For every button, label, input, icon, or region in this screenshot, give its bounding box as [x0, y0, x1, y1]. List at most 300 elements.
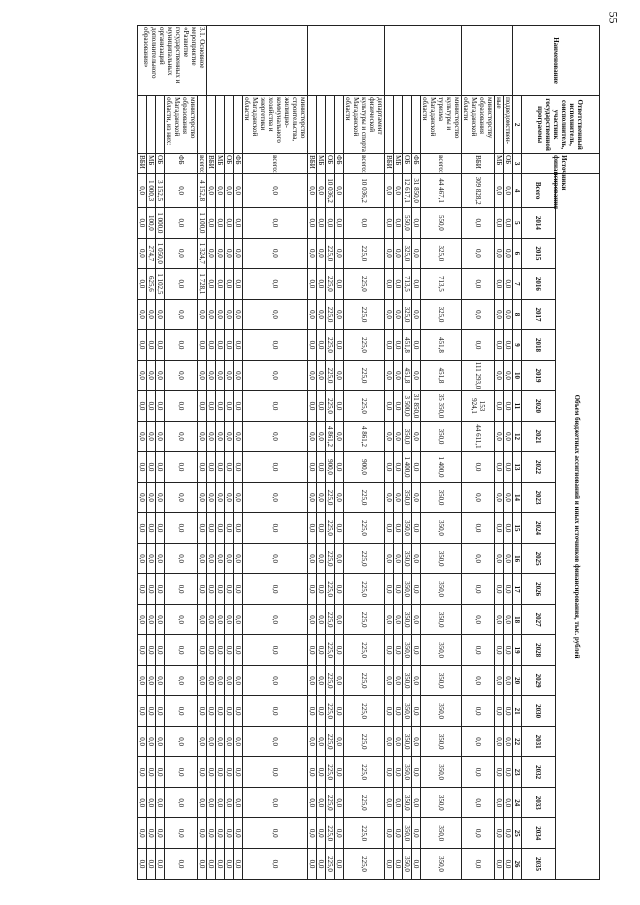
header-year: 2035 — [522, 848, 556, 879]
table-row — [326, 26, 335, 880]
funding-value: 0,0 — [216, 391, 225, 422]
header-funding-title: Объем бюджетных ассигнований и иных источников финансирования, тыс. рублей — [556, 174, 600, 880]
header-year: 2026 — [522, 574, 556, 605]
header-source: Источники финансирования — [522, 154, 600, 174]
funding-value: 0,0 — [504, 665, 513, 696]
funding-value: 900,0 — [344, 452, 385, 483]
funding-value: 4 861,2 — [326, 421, 335, 452]
page-number: 55 — [606, 11, 621, 24]
header-year: 2029 — [522, 665, 556, 696]
funding-value: 0,0 — [234, 330, 243, 361]
funding-value: 0,0 — [394, 726, 403, 757]
funding-value: 0,0 — [243, 513, 308, 544]
funding-value: 350,0 — [421, 635, 462, 666]
funding-value: 0,0 — [225, 299, 234, 330]
funding-value: 0,0 — [225, 174, 234, 208]
funding-value: 0,0 — [198, 665, 207, 696]
funding-value: 0,0 — [495, 787, 504, 818]
funding-value: 0,0 — [462, 604, 495, 635]
funding-value: 0,0 — [207, 238, 216, 269]
header-year: 2017 — [522, 299, 556, 330]
funding-value: 0,0 — [243, 635, 308, 666]
funding-value: 0,0 — [385, 360, 394, 391]
funding-value: 0,0 — [216, 818, 225, 849]
funding-value: 0,0 — [243, 818, 308, 849]
funding-value: 225,0 — [326, 757, 335, 788]
funding-value: 0,0 — [165, 635, 198, 666]
funding-value: 0,0 — [308, 391, 317, 422]
funding-value: 0,0 — [495, 452, 504, 483]
header-year: 2024 — [522, 513, 556, 544]
column-number: 25 — [513, 818, 522, 849]
funding-value: 0,0 — [385, 604, 394, 635]
funding-value: 0,0 — [394, 665, 403, 696]
funding-value: 0,0 — [394, 848, 403, 879]
funding-value: 0,0 — [165, 421, 198, 452]
funding-value: 111 293,0 — [462, 360, 495, 391]
column-number: 17 — [513, 574, 522, 605]
funding-value: 0,0 — [198, 848, 207, 879]
column-number: 20 — [513, 665, 522, 696]
funding-source: всего: — [344, 154, 385, 174]
column-number: 18 — [513, 604, 522, 635]
funding-value: 0,0 — [234, 665, 243, 696]
funding-value: 10 036,2 — [326, 174, 335, 208]
funding-value: 0,0 — [462, 787, 495, 818]
funding-value: 0,0 — [216, 482, 225, 513]
column-number: 9 — [513, 330, 522, 361]
funding-value: 0,0 — [495, 665, 504, 696]
funding-value: 0,0 — [234, 818, 243, 849]
funding-value: 0,0 — [335, 452, 344, 483]
funding-value: 0,0 — [335, 513, 344, 544]
funding-value: 350,0 — [403, 696, 412, 727]
funding-value: 0,0 — [156, 299, 165, 330]
funding-value: 0,0 — [243, 757, 308, 788]
funding-value: 350,0 — [403, 421, 412, 452]
funding-value: 0,0 — [335, 787, 344, 818]
funding-value: 0,0 — [308, 208, 317, 239]
funding-value: 0,0 — [198, 696, 207, 727]
header-responsible: Ответственный исполнитель, соисполнитель, участник государственной программы — [522, 96, 600, 154]
funding-value: 0,0 — [504, 757, 513, 788]
funding-value: 0,0 — [165, 452, 198, 483]
funding-value: 0,0 — [198, 330, 207, 361]
responsible-executor — [326, 96, 335, 154]
funding-value: 0,0 — [156, 482, 165, 513]
funding-value: 0,0 — [243, 574, 308, 605]
funding-value: 0,0 — [385, 757, 394, 788]
funding-value: 0,0 — [394, 330, 403, 361]
funding-value: 0,0 — [225, 360, 234, 391]
responsible-executor — [138, 96, 147, 154]
funding-value: 0,0 — [198, 787, 207, 818]
table-row — [165, 26, 198, 880]
funding-value: 0,0 — [225, 696, 234, 727]
funding-value: 0,0 — [243, 787, 308, 818]
funding-value: 0,0 — [308, 665, 317, 696]
funding-value: 225,0 — [344, 238, 385, 269]
responsible-executor — [147, 96, 156, 154]
funding-value: 0,0 — [317, 174, 326, 208]
funding-value: 0,0 — [225, 208, 234, 239]
funding-value: 0,0 — [198, 482, 207, 513]
funding-value: 0,0 — [165, 269, 198, 300]
funding-value: 325,0 — [421, 299, 462, 330]
funding-value: 0,0 — [147, 330, 156, 361]
funding-value: 225,0 — [344, 299, 385, 330]
funding-value: 0,0 — [504, 604, 513, 635]
funding-value: 0,0 — [234, 452, 243, 483]
funding-value: 0,0 — [243, 543, 308, 574]
funding-value: 0,0 — [234, 635, 243, 666]
activity-name — [462, 26, 513, 96]
funding-value: 225,0 — [326, 238, 335, 269]
funding-value: 0,0 — [495, 238, 504, 269]
funding-value: 0,0 — [243, 238, 308, 269]
funding-value: 0,0 — [495, 604, 504, 635]
responsible-executor: министерству образования Магаданской области — [462, 96, 495, 154]
column-number-row — [513, 26, 522, 880]
funding-value: 0,0 — [308, 452, 317, 483]
funding-value: 350,0 — [403, 482, 412, 513]
responsible-executor — [394, 96, 403, 154]
funding-value: 0,0 — [317, 299, 326, 330]
funding-value: 0,0 — [225, 848, 234, 879]
funding-value: 0,0 — [308, 604, 317, 635]
column-number: 16 — [513, 543, 522, 574]
funding-source: всего: — [243, 154, 308, 174]
funding-value: 0,0 — [317, 391, 326, 422]
funding-source: ВБИ — [207, 154, 216, 174]
funding-value: 0,0 — [243, 330, 308, 361]
funding-value: 0,0 — [234, 726, 243, 757]
funding-value: 0,0 — [216, 604, 225, 635]
funding-value: 0,0 — [308, 513, 317, 544]
funding-value: 0,0 — [138, 238, 147, 269]
funding-value: 0,0 — [147, 299, 156, 330]
header-year: 2015 — [522, 238, 556, 269]
funding-value: 0,0 — [317, 421, 326, 452]
funding-value: 0,0 — [147, 848, 156, 879]
funding-value: 0,0 — [495, 696, 504, 727]
header-year: 2028 — [522, 635, 556, 666]
funding-value: 0,0 — [216, 726, 225, 757]
funding-value: 0,0 — [138, 726, 147, 757]
responsible-executor: департамент физической культуры и спорта Магаданской области — [344, 97, 384, 152]
header-year: 2030 — [522, 696, 556, 727]
funding-value: 0,0 — [207, 360, 216, 391]
funding-value: 274,7 — [147, 238, 156, 269]
funding-value: 625,6 — [147, 269, 156, 300]
funding-value: 0,0 — [495, 543, 504, 574]
funding-value: 0,0 — [207, 452, 216, 483]
funding-value: 0,0 — [504, 238, 513, 269]
funding-source: ОБ — [156, 154, 165, 174]
funding-value: 350,0 — [403, 574, 412, 605]
funding-value: 0,0 — [198, 452, 207, 483]
funding-value: 225,0 — [344, 665, 385, 696]
funding-value: 0,0 — [216, 360, 225, 391]
funding-value: 0,0 — [225, 635, 234, 666]
funding-value: 0,0 — [243, 391, 308, 422]
table-row — [216, 26, 225, 880]
funding-value: 0,0 — [165, 208, 198, 239]
activity-name: 3.1. Основное мероприятие «Развитие государственных и муниципальных организаций дополнительного образования» — [138, 26, 207, 96]
funding-value: 225,0 — [326, 299, 335, 330]
funding-value: 0,0 — [165, 818, 198, 849]
funding-value: 0,0 — [147, 757, 156, 788]
funding-value: 0,0 — [138, 574, 147, 605]
funding-value: 1 000,3 — [147, 174, 156, 208]
funding-value: 0,0 — [147, 665, 156, 696]
rotated-table-container — [25, 25, 600, 880]
funding-value: 44 611,1 — [462, 421, 495, 452]
funding-source: ВБИ — [138, 154, 147, 174]
funding-value: 0,0 — [412, 818, 421, 849]
funding-value: 0,0 — [234, 421, 243, 452]
funding-value: 0,0 — [317, 513, 326, 544]
funding-value: 0,0 — [156, 330, 165, 361]
funding-value: 0,0 — [385, 818, 394, 849]
funding-value: 0,0 — [207, 696, 216, 727]
funding-value: 0,0 — [156, 360, 165, 391]
funding-value: 4 152,8 — [198, 174, 207, 208]
table-row — [156, 26, 165, 880]
funding-value: 0,0 — [462, 299, 495, 330]
funding-value: 0,0 — [147, 818, 156, 849]
funding-value: 0,0 — [216, 635, 225, 666]
responsible-executor — [234, 96, 243, 154]
funding-value: 0,0 — [317, 452, 326, 483]
funding-value: 0,0 — [308, 360, 317, 391]
funding-value: 0,0 — [394, 421, 403, 452]
funding-value: 0,0 — [335, 818, 344, 849]
funding-value: 0,0 — [225, 513, 234, 544]
funding-value: 0,0 — [317, 604, 326, 635]
column-number: 6 — [513, 238, 522, 269]
funding-value: 0,0 — [165, 238, 198, 269]
funding-value: 0,0 — [225, 391, 234, 422]
funding-value: 0,0 — [308, 238, 317, 269]
funding-value: 0,0 — [385, 726, 394, 757]
funding-value: 0,0 — [165, 330, 198, 361]
funding-value: 0,0 — [216, 238, 225, 269]
funding-value: 0,0 — [243, 269, 308, 300]
funding-value: 350,0 — [421, 421, 462, 452]
funding-value: 0,0 — [317, 818, 326, 849]
funding-value: 225,0 — [344, 513, 385, 544]
funding-value: 0,0 — [225, 421, 234, 452]
funding-source: ФБ — [335, 154, 344, 174]
funding-value: 0,0 — [156, 513, 165, 544]
table-row — [138, 26, 147, 880]
column-number: 4 — [513, 174, 522, 208]
funding-value: 0,0 — [462, 269, 495, 300]
funding-value: 0,0 — [394, 482, 403, 513]
funding-value: 0,0 — [138, 482, 147, 513]
funding-value: 0,0 — [317, 208, 326, 239]
header-total: Всего — [522, 174, 556, 208]
funding-value: 0,0 — [335, 421, 344, 452]
funding-value: 0,0 — [462, 330, 495, 361]
funding-value: 0,0 — [207, 482, 216, 513]
funding-value: 0,0 — [198, 391, 207, 422]
funding-value: 0,0 — [317, 726, 326, 757]
column-number: 12 — [513, 421, 522, 452]
funding-value: 0,0 — [225, 269, 234, 300]
funding-value: 0,0 — [216, 787, 225, 818]
column-number: 5 — [513, 208, 522, 239]
funding-value: 225,0 — [344, 818, 385, 849]
funding-value: 225,0 — [326, 330, 335, 361]
funding-value: 0,0 — [344, 208, 385, 239]
funding-value: 0,0 — [308, 848, 317, 879]
funding-value: 0,0 — [225, 482, 234, 513]
funding-value: 0,0 — [234, 269, 243, 300]
funding-value: 0,0 — [335, 360, 344, 391]
funding-value: 0,0 — [243, 299, 308, 330]
funding-value: 0,0 — [243, 665, 308, 696]
funding-value: 0,0 — [394, 299, 403, 330]
funding-value: 225,0 — [344, 269, 385, 300]
funding-value: 0,0 — [147, 360, 156, 391]
funding-value: 0,0 — [504, 696, 513, 727]
funding-value: 0,0 — [234, 848, 243, 879]
funding-value: 0,0 — [335, 635, 344, 666]
funding-value: 0,0 — [495, 299, 504, 330]
funding-value: 0,0 — [394, 574, 403, 605]
funding-value: 0,0 — [504, 818, 513, 849]
funding-value: 0,0 — [394, 696, 403, 727]
funding-value: 0,0 — [207, 208, 216, 239]
table-row — [412, 26, 421, 880]
funding-source: МБ — [495, 154, 504, 174]
header-year: 2023 — [522, 482, 556, 513]
funding-value: 0,0 — [335, 574, 344, 605]
funding-value: 0,0 — [308, 482, 317, 513]
funding-value: 0,0 — [147, 513, 156, 544]
funding-value: 0,0 — [147, 543, 156, 574]
activity-name — [385, 26, 462, 96]
funding-value: 0,0 — [412, 482, 421, 513]
funding-value: 0,0 — [495, 635, 504, 666]
funding-value: 713,5 — [403, 269, 412, 300]
funding-value: 0,0 — [412, 543, 421, 574]
funding-value: 0,0 — [495, 391, 504, 422]
header-year: 2018 — [522, 330, 556, 361]
funding-value: 0,0 — [207, 635, 216, 666]
funding-value: 0,0 — [504, 391, 513, 422]
funding-value: 0,0 — [225, 757, 234, 788]
column-number: 19 — [513, 635, 522, 666]
column-number: 14 — [513, 482, 522, 513]
funding-value: 0,0 — [462, 726, 495, 757]
funding-source: МБ — [394, 154, 403, 174]
table-row — [308, 26, 317, 880]
funding-value: 0,0 — [165, 513, 198, 544]
funding-value: 0,0 — [234, 208, 243, 239]
funding-value: 0,0 — [462, 757, 495, 788]
responsible-executor — [317, 96, 326, 154]
funding-value: 0,0 — [385, 238, 394, 269]
funding-value: 0,0 — [147, 452, 156, 483]
funding-value: 0,0 — [138, 513, 147, 544]
funding-source: ВБИ — [308, 154, 317, 174]
responsible-executor — [385, 96, 394, 154]
funding-value: 0,0 — [504, 208, 513, 239]
funding-value: 0,0 — [147, 574, 156, 605]
funding-value: 0,0 — [495, 174, 504, 208]
funding-value: 0,0 — [138, 818, 147, 849]
funding-value: 0,0 — [243, 174, 308, 208]
table-row — [421, 26, 462, 880]
funding-value: 1 400,0 — [421, 452, 462, 483]
funding-value: 0,0 — [234, 543, 243, 574]
header-year: 2031 — [522, 726, 556, 757]
funding-value: 350,0 — [421, 818, 462, 849]
header-row — [556, 26, 600, 880]
funding-value: 0,0 — [138, 543, 147, 574]
funding-value: 350,0 — [421, 482, 462, 513]
column-number: 24 — [513, 787, 522, 818]
responsible-executor — [412, 96, 421, 154]
funding-value: 0,0 — [394, 787, 403, 818]
funding-value: 0,0 — [198, 635, 207, 666]
header-year: 2032 — [522, 757, 556, 788]
funding-value: 0,0 — [412, 208, 421, 239]
funding-value: 0,0 — [462, 696, 495, 727]
funding-value: 0,0 — [394, 174, 403, 208]
funding-value: 0,0 — [198, 726, 207, 757]
funding-value: 0,0 — [394, 360, 403, 391]
funding-source: ОБ — [225, 154, 234, 174]
funding-value: 350,0 — [403, 726, 412, 757]
funding-value: 0,0 — [504, 452, 513, 483]
header-name: Наименование — [513, 26, 600, 96]
funding-value: 350,0 — [403, 604, 412, 635]
funding-value: 0,0 — [504, 726, 513, 757]
table-row — [225, 26, 234, 880]
funding-value: 0,0 — [138, 452, 147, 483]
funding-value: 0,0 — [495, 726, 504, 757]
column-number: 13 — [513, 452, 522, 483]
funding-value: 0,0 — [335, 848, 344, 879]
funding-value: 0,0 — [308, 574, 317, 605]
funding-value: 0,0 — [165, 299, 198, 330]
funding-value: 0,0 — [207, 421, 216, 452]
funding-value: 0,0 — [308, 757, 317, 788]
funding-value: 0,0 — [385, 421, 394, 452]
funding-value: 225,0 — [344, 574, 385, 605]
funding-value: 225,0 — [326, 848, 335, 879]
funding-value: 0,0 — [394, 391, 403, 422]
funding-value: 0,0 — [412, 330, 421, 361]
funding-value: 0,0 — [462, 208, 495, 239]
funding-value: 0,0 — [225, 787, 234, 818]
funding-value: 0,0 — [243, 604, 308, 635]
funding-value: 31 850,0 — [412, 174, 421, 208]
funding-value: 0,0 — [394, 543, 403, 574]
funding-value: 0,0 — [165, 665, 198, 696]
funding-value: 0,0 — [234, 787, 243, 818]
funding-value: 225,0 — [344, 360, 385, 391]
funding-value: 0,0 — [165, 696, 198, 727]
funding-value: 0,0 — [317, 269, 326, 300]
funding-value: 0,0 — [335, 726, 344, 757]
funding-value: 0,0 — [385, 513, 394, 544]
funding-value: 0,0 — [156, 574, 165, 605]
